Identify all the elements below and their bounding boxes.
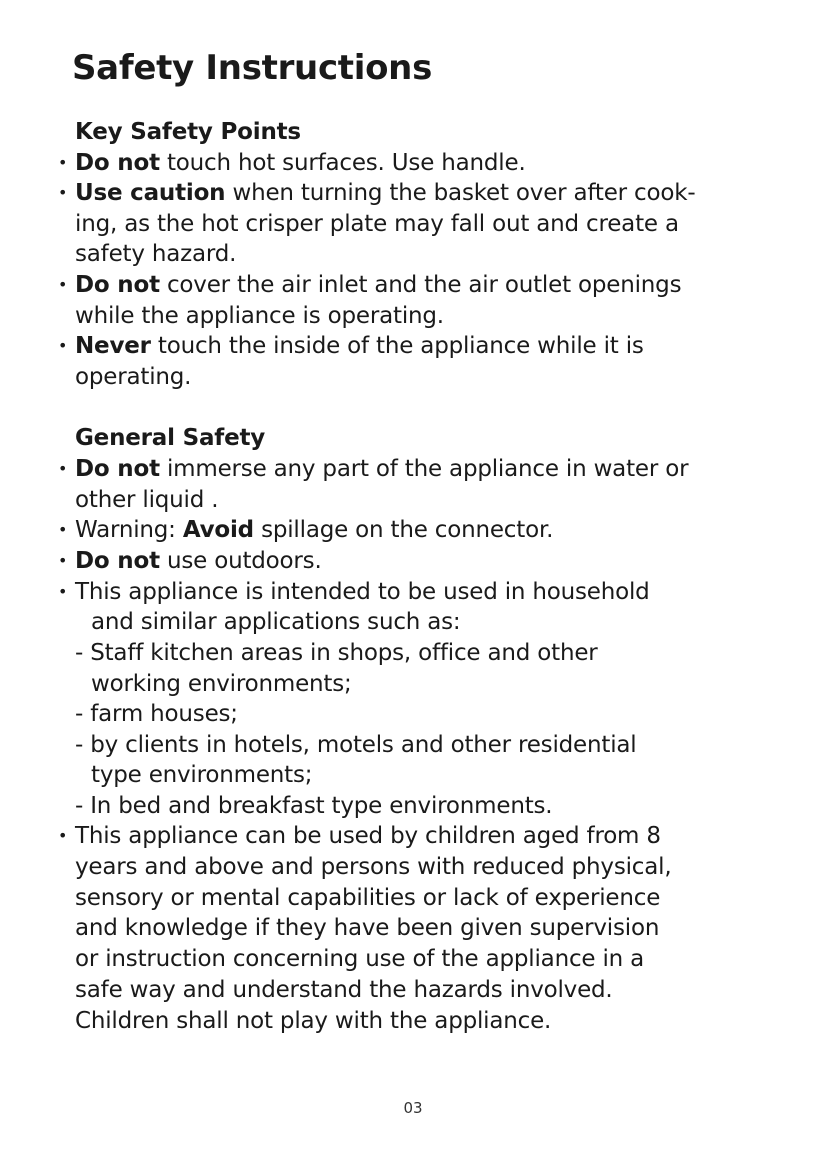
emphasis-text: Use caution xyxy=(75,180,226,206)
general-safety-item-5: This appliance can be used by children aged from 8 xyxy=(75,823,661,849)
warning-prefix: Warning: xyxy=(75,517,183,543)
bullet-icon: • xyxy=(58,520,68,539)
general-safety-item-3 xyxy=(75,546,322,576)
item-text-line: ing, as the hot crisper plate may fall out and create a xyxy=(75,211,679,237)
item-text-line: other liquid . xyxy=(75,487,219,513)
item-text: touch the inside of the appliance while it is xyxy=(150,333,644,359)
emphasis-text: Do not xyxy=(75,272,160,298)
bullet-icon: • xyxy=(58,336,68,355)
item-text-line: sensory or mental capabilities or lack of experience xyxy=(75,885,661,911)
key-safety-heading: Key Safety Points xyxy=(75,119,301,145)
item-text-line: years and above and persons with reduced physical, xyxy=(75,854,672,880)
key-safety-item-3 xyxy=(75,270,681,300)
item-text-line: while the appliance is operating. xyxy=(75,303,444,329)
item-text: when turning the basket over after cook- xyxy=(225,180,696,206)
key-safety-item-2 xyxy=(75,178,695,208)
bullet-icon: • xyxy=(58,826,68,845)
emphasis-text: Avoid xyxy=(182,517,254,543)
item-text: immerse any part of the appliance in water or xyxy=(159,456,689,482)
emphasis-text: Do not xyxy=(75,456,160,482)
emphasis-text: Do not xyxy=(75,548,160,574)
page-number: 03 xyxy=(403,1099,423,1117)
sub-list-item: - Staff kitchen areas in shops, office and other xyxy=(75,640,598,666)
item-text-line: or instruction concerning use of the appliance in a xyxy=(75,946,645,972)
item-text-line: safe way and understand the hazards involved. xyxy=(75,977,613,1003)
bullet-icon: • xyxy=(58,153,68,172)
key-safety-item-4 xyxy=(75,331,644,361)
emphasis-text: Never xyxy=(75,333,151,359)
item-text: spillage on the connector. xyxy=(253,517,554,543)
sub-list-item: - farm houses; xyxy=(75,701,238,727)
item-text: cover the air inlet and the air outlet openings xyxy=(159,272,682,298)
general-safety-item-1 xyxy=(75,454,688,484)
general-safety-heading: General Safety xyxy=(75,425,266,451)
bullet-icon: • xyxy=(58,582,68,601)
item-text: use outdoors. xyxy=(159,548,322,574)
item-text-line: operating. xyxy=(75,364,192,390)
item-text-line: and knowledge if they have been given supervision xyxy=(75,915,660,941)
item-text-line: working environments; xyxy=(91,671,352,697)
sub-list-item: - by clients in hotels, motels and other residential xyxy=(75,732,637,758)
emphasis-text: Do not xyxy=(75,150,160,176)
item-text: touch hot surfaces. Use handle. xyxy=(159,150,526,176)
sub-list-item: - In bed and breakfast type environments. xyxy=(75,793,553,819)
bullet-icon: • xyxy=(58,275,68,294)
bullet-icon: • xyxy=(58,551,68,570)
page-title: Safety Instructions xyxy=(72,48,433,88)
item-text-line: type environments; xyxy=(91,762,313,788)
general-safety-item-4: This appliance is intended to be used in household xyxy=(75,579,650,605)
bullet-icon: • xyxy=(58,459,68,478)
bullet-icon: • xyxy=(58,183,68,202)
item-text-line: and similar applications such as: xyxy=(91,609,461,635)
general-safety-item-2 xyxy=(75,515,553,545)
item-text-line: Children shall not play with the appliance. xyxy=(75,1008,552,1034)
item-text-line: safety hazard. xyxy=(75,241,237,267)
key-safety-item-1 xyxy=(75,148,526,178)
